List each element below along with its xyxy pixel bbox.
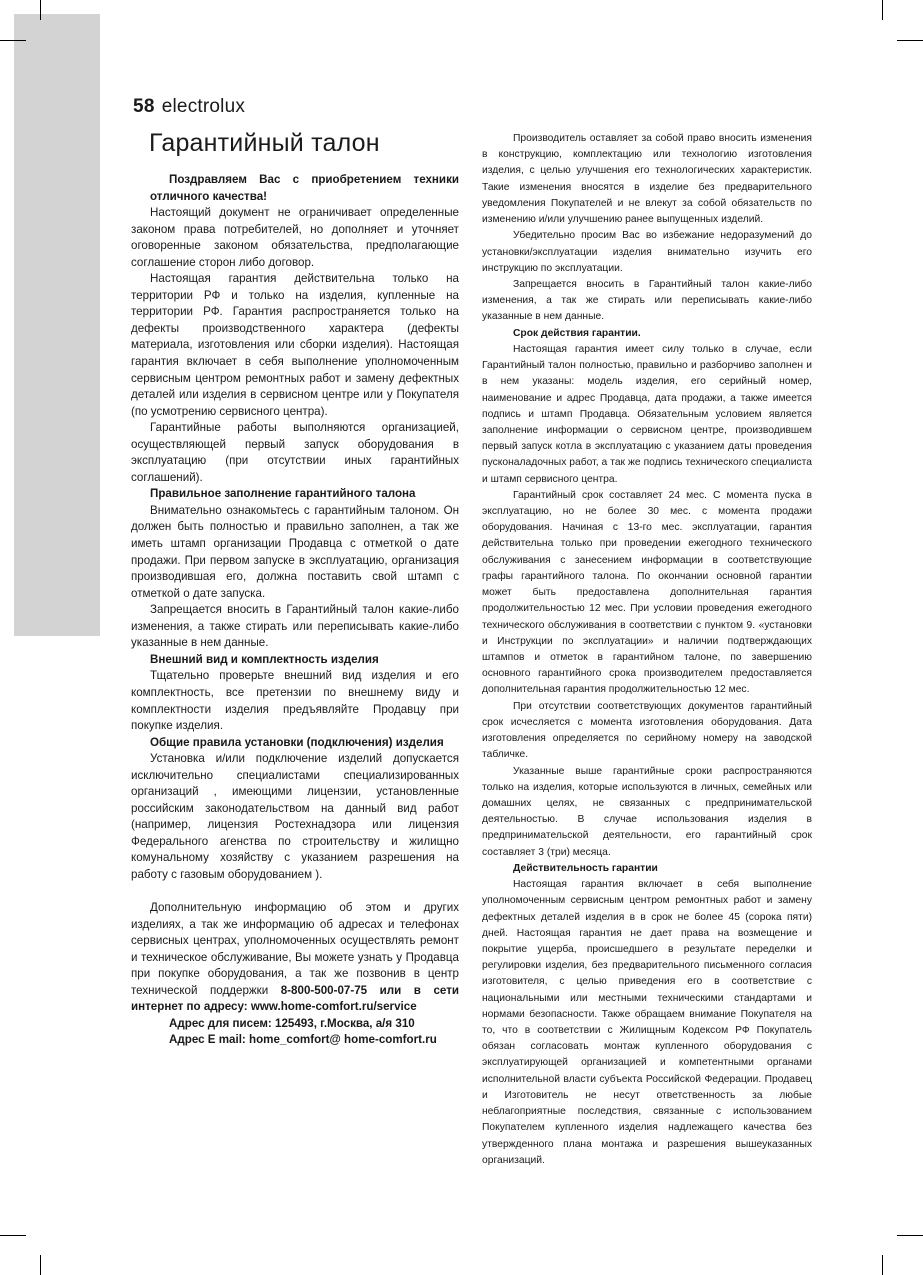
page-number: 58 (133, 96, 155, 117)
side-tab-bar (14, 14, 100, 636)
paragraph: Установка и/или подключение изделий допускается исключительно специалистами специализированных организаций , имеющими лицензии, установленные российским законодательством на данный вид работ (например, лицензия Ростехнадзора или лицензия Федерального агенства по строительству и жилищно комунальному хозяйству с указанием разрешения на работу с газовым оборудованием ). (131, 752, 459, 881)
contact-text: Дополнительную информацию об этом и других изделиях, а так же информацию об адресах и телефонах сервисных центрах, уполномоченных осуществлять ремонт и техническое обслуживание, Вы можете узнать у Продавца при покупке оборудования, а так же позвонив в центр технической поддержки (131, 901, 459, 997)
left-column (131, 172, 459, 1049)
support-contacts: 8-800-500-07-75 или в сети интернет по адресу: www.home-comfort.ru/service (131, 983, 459, 1014)
paragraph: Гарантийный срок составляет 24 мес. С момента пуска в эксплуатацию, но не более 30 мес. с момента продажи оборудования. Начиная с 13-го мес. эксплуатации, гарантия действительна только при проведении ежегодного технического обслуживания с занесением информации в соответствующие графы гарантийного талона. По окончании основной гарантии может быть предоставлена дополнительная гарантия продолжительностью 12 мес. При условии проведения ежегодного технического обслуживания в соответствии с пунктом 9. «установки и Инструкции по эксплуатации» и наличии подтверждающих штампов и отметок в гарантийном талоне, по завершению основного гарантийного срока производителем предоставляется дополнительная гарантия продолжительностью 12 мес. (482, 489, 812, 696)
crop-mark (882, 0, 883, 20)
paragraph: Настоящая гарантия имеет силу только в случае, если Гарантийный талон полностью, правильно и разборчиво заполнен и в нем указаны: модель изделия, его серийный номер, наименование и адрес Продавца, дата продажи, а также имеется подпись и штамп Продавца. Обязательным условием является заполнение информации о сервисном центре, производившем первый запуск котла в эксплуатацию с указанием даты проведения пусконаладочных работ, а так же подпись технического специалиста и штамп сервисного центра. (482, 343, 812, 485)
crop-mark (882, 1255, 883, 1275)
paragraph: Гарантийные работы выполняются организацией, осуществляющей первый запуск оборудования в эксплуатацию (при отсутствии иных гарантийных соглашений). (131, 421, 459, 484)
section-heading-validity: Действительность гарантии (513, 862, 658, 874)
paragraph: Настоящая гарантия действительна только на территории РФ и только на изделия, купленные на территории РФ. Гарантия распространяется только на дефекты производственного характера (дефекты материала, изготовления или сборки изделия). Настоящая гарантия включает в себя выполнение уполномоченным сервисным центром ремонтных работ и замену дефектных деталей или изделия в сервисном центре или у Покупателя (по усмотрению сервисного центра). (131, 272, 459, 418)
right-column (482, 131, 812, 1169)
section-heading-filling: Правильное заполнение гарантийного талона (150, 487, 416, 501)
paragraph: Настоящая гарантия включает в себя выполнение уполномоченным сервисным центром ремонтных работ и замену дефектных деталей изделия в в срок не более 45 (сорока пяти) дней. Настоящая гарантия не дает права на возмещение и покрытие ущерба, происшедшего в результате переделки и регулировки изделия, без предварительного письменного согласия изготовителя, с целью приведения его в соответствие с национальными или местными техническими стандартами и нормами безопасности. Также обращаем внимание Покупателя на то, что в соответствии с Жилищным Кодексом РФ Покупатель обязан согласовать монтаж купленного оборудования с эксплуатирующей организацией и компетентными органами исполнительной власти субъекта Российской Федерации. Продавец и Изготовитель не несут ответственность за любые неблагоприятные последствия, связанные с использованием Покупателем купленного изделия надлежащего качества без утвержденного плана монтажа и разрешения вышеуказанных организаций. (482, 879, 812, 1166)
crop-mark (897, 1235, 923, 1236)
paragraph: Указанные выше гарантийные сроки распространяются только на изделия, которые используются в личных, семейных или домашних целях, не связанных с предпринимательской деятельностью. В случае использования изделия в предпринимательской деятельности, его гарантийный срок составляет 3 (три) месяца. (482, 765, 812, 858)
paragraph: Запрещается вносить в Гарантийный талон какие-либо изменения, а так же стирать или переписывать какие-либо указанные в нем данные. (482, 278, 812, 323)
paragraph: Настоящий документ не ограничивает определенные законом права потребителей, но дополняет и уточняет оговоренные законом обязательства, предполагающие соглашение сторон либо договор. (131, 206, 459, 269)
paragraph: При отсутствии соответствующих документов гарантийный срок исчесляется с момента изготовления оборудования. Дата изготовления определяется по серийному номеру на заводской табличке. (482, 700, 812, 761)
page-header (133, 96, 245, 118)
paragraph: Производитель оставляет за собой право вносить изменения в конструкцию, комплектацию или технологию изготовления изделия, с целью улучшения его технологических характеристик. Такие изменения вносятся в изделие без предварительного уведомления Покупателей и не влекут за собой обязательств по изменению и/или улучшению ранее выпущенных изделий. (482, 133, 812, 226)
brand-name: electrolux (161, 96, 246, 117)
section-heading-installation: Общие правила установки (подключения) изделия (150, 735, 444, 749)
greeting-heading: Поздравляем Вас с приобретением техники отличного качества! (150, 173, 459, 203)
paragraph: Внимательно ознакомьтесь с гарантийным талоном. Он должен быть полностью и правильно заполнен, а так же иметь штамп организации Продавца с отметкой о дате продажи. При первом запуске в эксплуатацию, организация производившая его, должна поставить свой штамп с отметкой о дате запуска. (131, 503, 459, 600)
crop-mark (40, 0, 41, 20)
page-title: Гарантийный талон (149, 129, 380, 157)
crop-mark (0, 40, 26, 41)
spacer (131, 884, 459, 901)
crop-mark (897, 40, 923, 41)
section-heading-appearance: Внешний вид и комплектность изделия (150, 652, 379, 666)
contact-paragraph (131, 900, 459, 1016)
crop-mark (0, 1235, 26, 1236)
paragraph: Убедительно просим Вас во избежание недоразумений до установки/эксплуатации изделия внимательно изучить его инструкцию по эксплуатации. (482, 230, 812, 274)
paragraph: Тщательно проверьте внешний вид изделия и его комплектность, все претензии по внешнему виду и комплектности изделия предъявляйте Продавцу при покупке изделия. (131, 669, 459, 733)
crop-mark (40, 1255, 41, 1275)
postal-address: Адрес для писем: 125493, г.Москва, а/я 310 (169, 1016, 415, 1030)
section-heading-term: Срок действия гарантии. (513, 327, 641, 339)
email-address: Адрес E mail: home_comfort@ home-comfort.ru (169, 1033, 437, 1047)
paragraph: Запрещается вносить в Гарантийный талон какие-либо изменения, а также стирать или переписывать какие-либо указанные в нем данные. (131, 603, 459, 650)
